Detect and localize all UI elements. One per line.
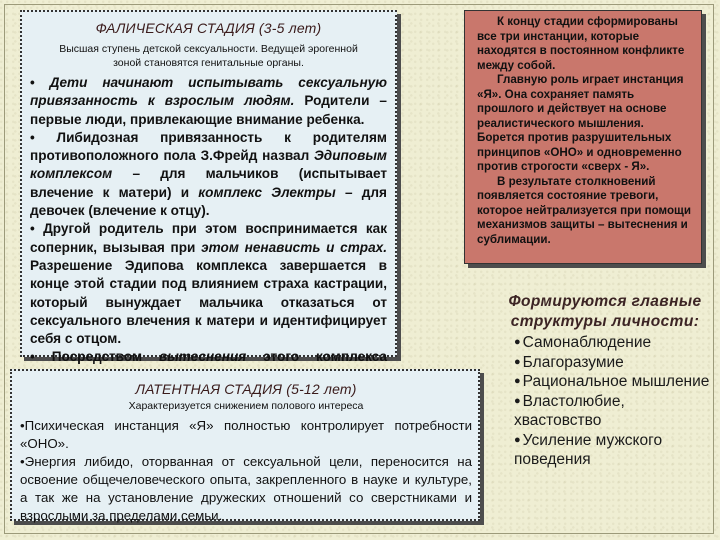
body-text: – для девочек (влечение к отцу). — [30, 184, 387, 219]
bullet-icon: ● — [514, 336, 521, 348]
bullet-icon: ● — [514, 355, 521, 368]
latent-stage-point-2: •Энергия либидо, оторванная от сексуальной цели, переносится на освоение общечеловеческого опыта, закрепленного в науке и культуре, а так же на установление дружеских отношений со сверстниками и взрослыми за пределами семьи. — [20, 454, 472, 523]
list-item: ● Самонаблюдение — [514, 334, 652, 351]
note-paragraph-1 — [477, 15, 693, 73]
latent-stage-point-1: •Психическая инстанция «Я» полностью контролирует потребности «ОНО». — [20, 418, 472, 451]
list-item: ● Благоразумие — [514, 353, 624, 371]
body-text: – для мальчиков (испытывает влечение к матери) и — [30, 166, 387, 200]
list-item: ● Усиление мужского поведения — [514, 431, 663, 468]
structures-heading: Формируются главные структуры личности: — [508, 293, 702, 330]
emphasis-text: вытеснения — [158, 349, 247, 365]
bullet: • — [30, 75, 35, 90]
list-item: ● Рациональное мышление — [514, 373, 710, 390]
emphasis-text: этом ненависть и страх. — [201, 239, 388, 255]
note-text-1: К концу стадии сформированы все три инстанции, которые находятся в постоянном конфликте между собой. — [477, 15, 685, 72]
note-paragraph-3 — [477, 175, 693, 248]
list-item: ● Властолюбие, хвастовство — [514, 392, 625, 429]
bullet-icon: ● — [514, 433, 521, 446]
phallic-stage-subtitle: Высшая ступень детской сексуальности. Ведущей эрогенной зоной становятся генитальные органы. — [59, 43, 358, 69]
phallic-stage-box — [20, 10, 397, 365]
latent-stage-title: ЛАТЕНТНАЯ СТАДИЯ (5-12 лет) — [135, 381, 357, 397]
personality-structures — [500, 292, 710, 470]
phallic-stage-text — [30, 74, 387, 385]
phallic-stage-title: ФАЛИЧЕСКАЯ СТАДИЯ (3-5 лет) — [95, 20, 322, 36]
emphasis-text: Эдиповым комплексом — [30, 148, 387, 182]
body-text: • Посредством — [30, 349, 143, 365]
body-text: этого комплекса — [263, 349, 388, 365]
note-text-3: В результате столкновений появляется состояние тревоги, которое нейтрализуется при помощи механизмов защиты – вытеснения и сублимации. — [477, 174, 691, 246]
body-text: Родители – первые люди, привлекающие внимание ребенка. — [30, 93, 387, 127]
note-paragraph-2 — [477, 73, 693, 175]
body-text: • Либидозная привязанность к родителям противоположного пола З.Фрейд назвал — [30, 129, 387, 164]
latent-stage-box — [10, 369, 480, 521]
latent-stage-subtitle: Характеризуется снижением полового интереса — [128, 400, 364, 412]
body-text: Разрешение Эдипова комплекса завершается в конце этой стадии под влиянием страха кастрации, который вынуждает мальчика отказаться от сексуального влечения к матери и идентифицирует себя с отцом. — [30, 257, 387, 347]
body-text: • Другой родитель при этом воспринимается как соперник, вызывая при — [30, 221, 387, 255]
emphasis-text: Дети начинают испытывать сексуальную привязанность к взрослым людям. — [30, 75, 388, 109]
note-text-2: Главную роль играет инстанция «Я». Она сохраняет память прошлого и действует на основе реалистического мышления. Борется против разрушительных принципов «ОНО» и одновременно против строгости «сверх - Я». — [477, 73, 684, 173]
bullet-icon: ● — [514, 375, 521, 387]
stage-outcome-note — [464, 10, 702, 264]
bullet-icon: ● — [514, 394, 521, 407]
emphasis-text: комплекс Электры — [198, 184, 336, 200]
